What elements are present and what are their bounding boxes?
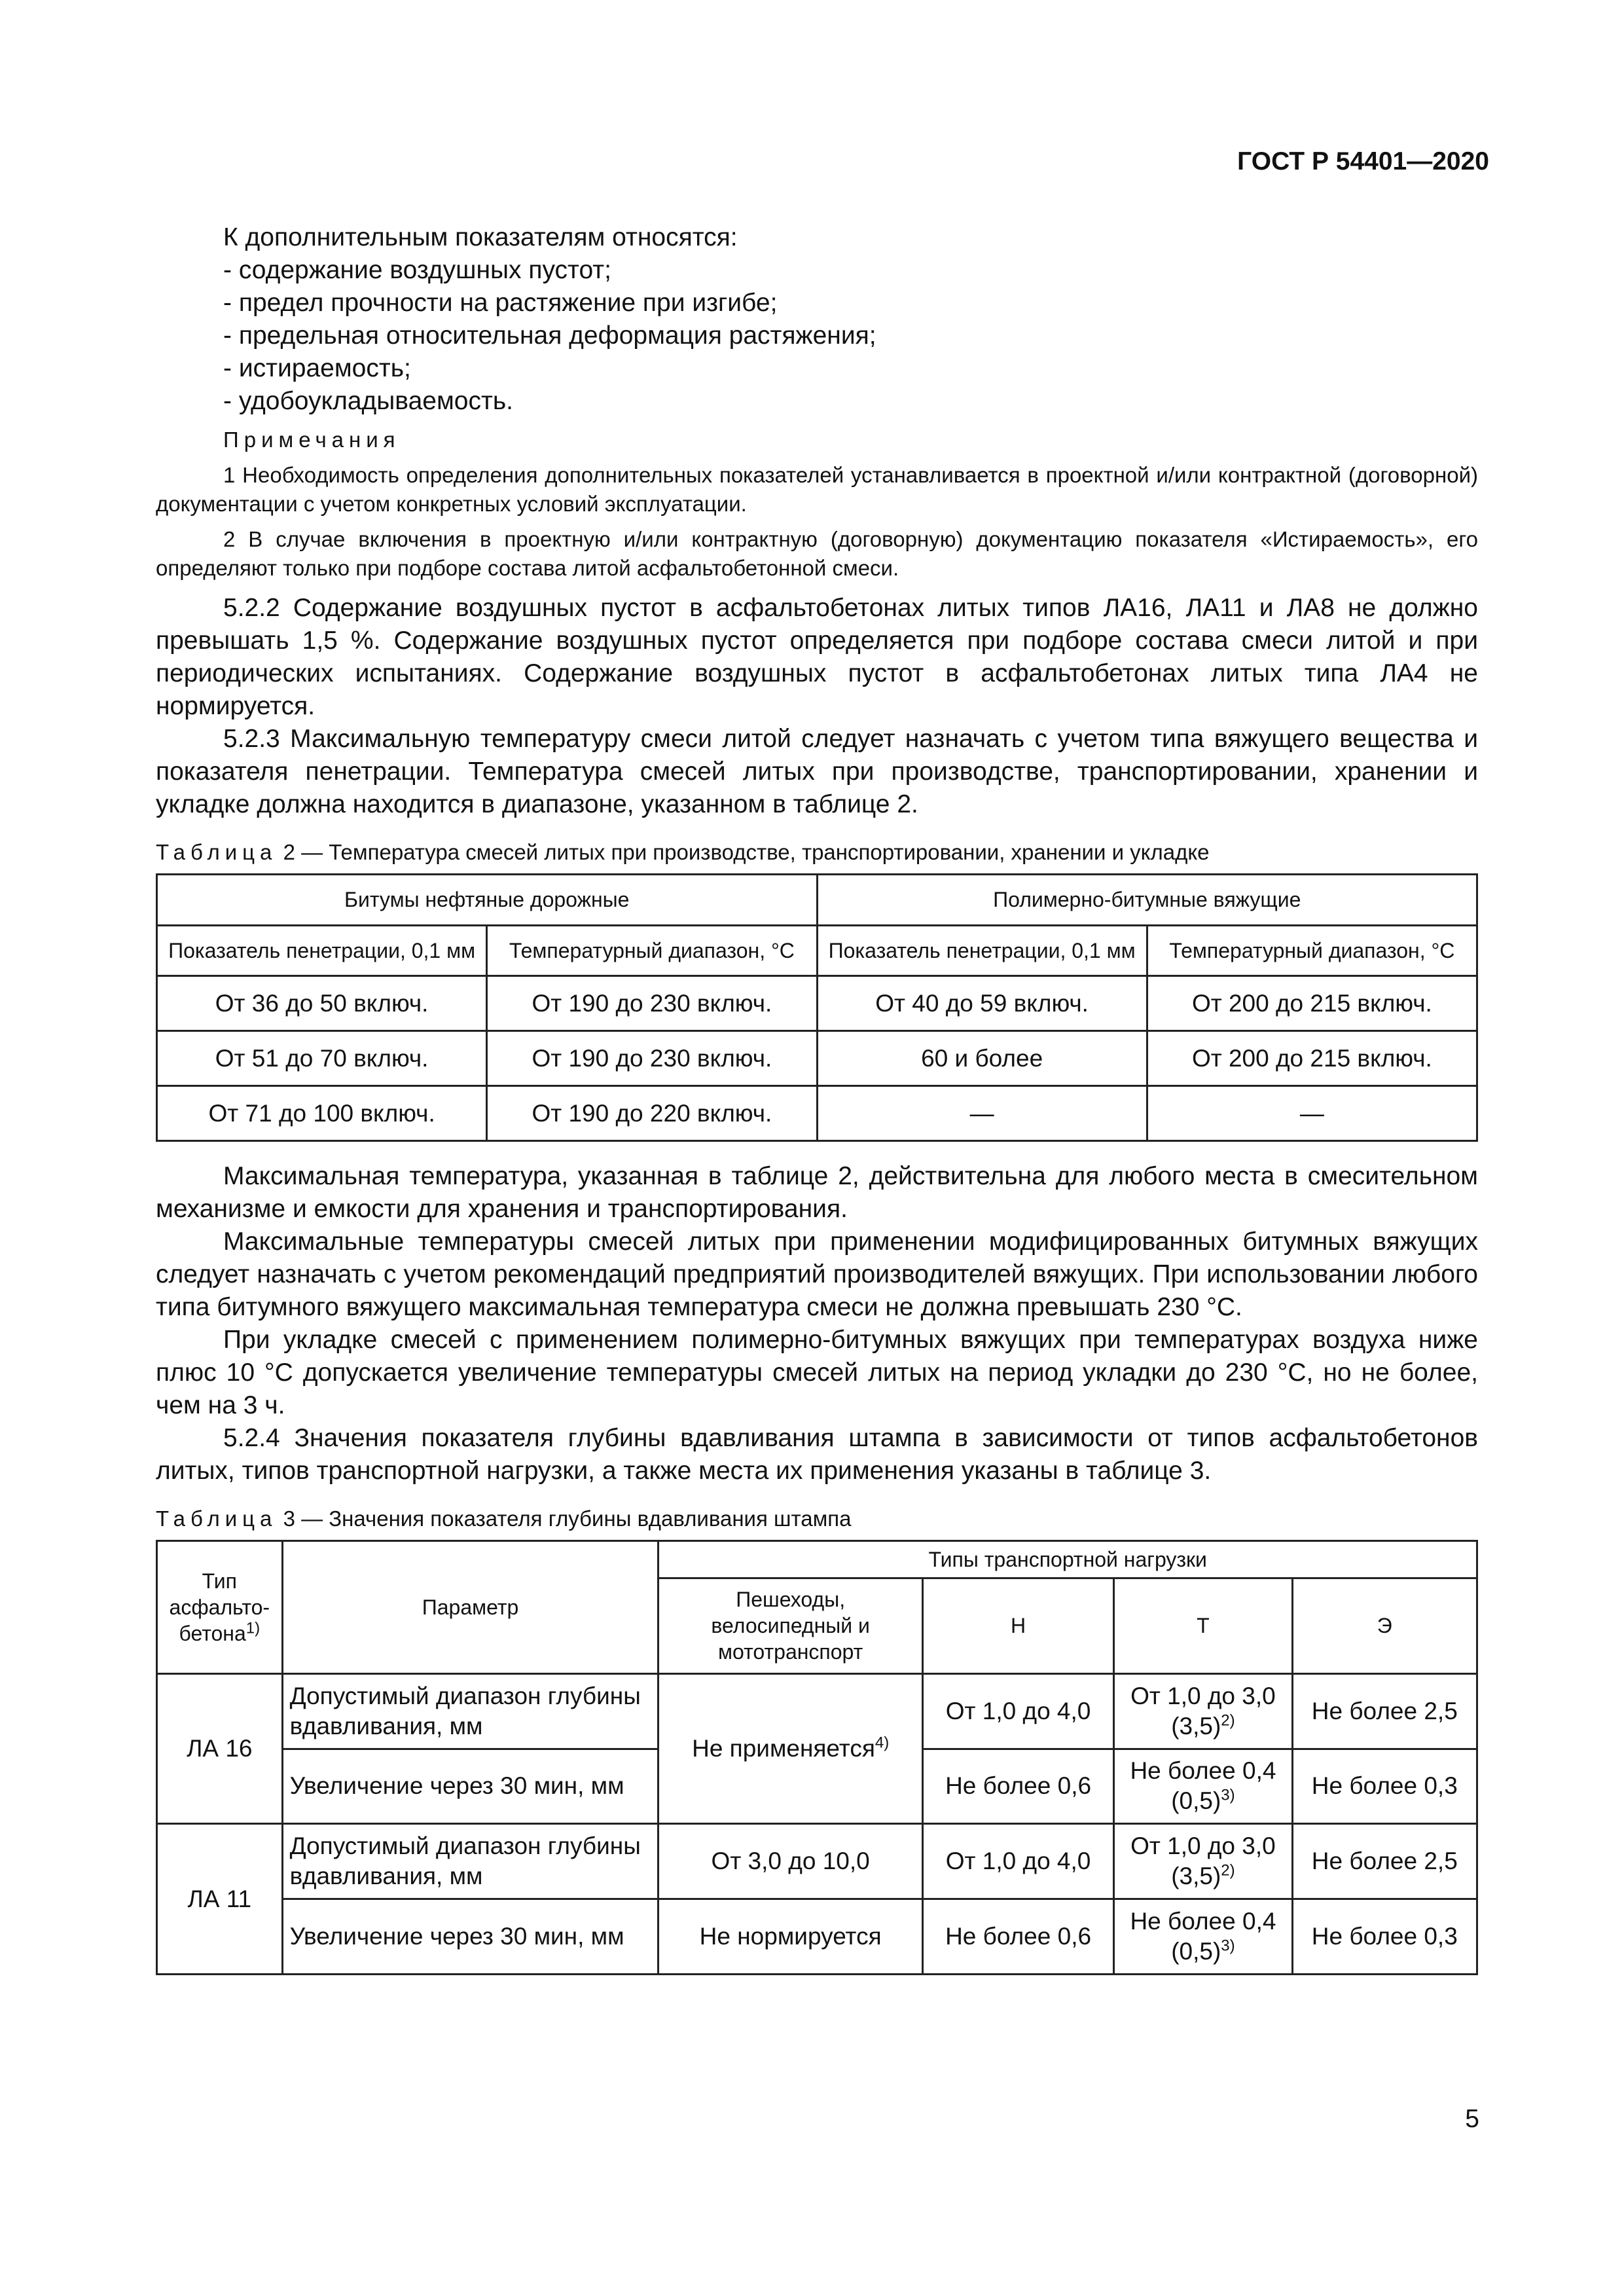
table2-col-temperature: Температурный диапазон, °С [487, 925, 817, 976]
note-1: 1 Необходимость определения дополнительных показателей устанавливается в проектной и/или контрактной (договорной) документации с учетом конкретных условий эксплуатации. [156, 463, 1478, 516]
paragraph-5-2-2: 5.2.2 Содержание воздушных пустот в асфальтобетонах литых типов ЛА16, ЛА11 и ЛА8 не должно превышать 1,5 %. Содержание воздушных пустот определяется при подборе состава смеси литой и при периодических испытаниях. Содержание воздушных пустот в асфальтобетонах литых типа ЛА4 не нормируется. [156, 594, 1478, 720]
table2-group-polymer: Полимерно-битумные вяжущие [817, 875, 1477, 926]
table-cell: От 190 до 230 включ. [487, 1031, 817, 1086]
table-cell: Не применяется$^{4)}$ [659, 1673, 922, 1824]
table3-col-parameter: Параметр [282, 1541, 659, 1674]
table3-title: 3 — Значения показателя глубины вдавливания штампа [283, 1506, 852, 1531]
table-cell: От 51 до 70 включ. [157, 1031, 487, 1086]
table-cell: — [1147, 1086, 1477, 1141]
table-cell: От 1,0 до 4,0 [922, 1673, 1113, 1749]
table-cell: От 1,0 до 4,0 [922, 1824, 1113, 1899]
table-cell: — [817, 1086, 1147, 1141]
table-row [157, 1086, 1477, 1141]
table-cell: От 200 до 215 включ. [1147, 976, 1477, 1031]
document-header: ГОСТ Р 54401—2020 [1237, 147, 1489, 175]
list-item: - содержание воздушных пустот; [223, 256, 611, 284]
list-item: - предел прочности на растяжение при изгибе; [223, 289, 778, 317]
table2-col-penetration: Показатель пенетрации, 0,1 мм [157, 925, 487, 976]
table-cell: Не более 0,6 [922, 1749, 1113, 1824]
table-cell-type: ЛА 16 [157, 1673, 283, 1824]
table-cell: Не более 0,6 [922, 1899, 1113, 1975]
table-cell-param: Увеличение через 30 мин, мм [282, 1749, 659, 1824]
paragraph-modified-binders: Максимальные температуры смесей литых при применении модифицированных битумных вяжущих следует назначать с учетом рекомендаций предприятий производителей вяжущих. При использовании любого типа битумного вяжущего максимальная температура смеси не должна превышать 230 °С. [156, 1228, 1478, 1321]
table-row [157, 1899, 1477, 1975]
table-cell: От 1,0 до 3,0 $(3,5)^{2)}$ [1114, 1673, 1292, 1749]
table-cell-param: Допустимый диапазон глубины вдавливания, мм [282, 1673, 659, 1749]
paragraph-max-temp: Максимальная температура, указанная в таблице 2, действительна для любого места в смесительном механизме и емкости для хранения и транспортирования. [156, 1162, 1478, 1223]
indicators-list [156, 254, 1478, 418]
table-cell: От 190 до 220 включ. [487, 1086, 817, 1141]
table-cell-param: Допустимый диапазон глубины вдавливания, мм [282, 1824, 659, 1899]
table3-col-pedestrian: Пешеходы, велосипедный и мототранспорт [659, 1578, 922, 1673]
table-row [157, 1824, 1477, 1899]
table2-col-temperature-2: Температурный диапазон, °С [1147, 925, 1477, 976]
table-cell-type: ЛА 11 [157, 1824, 283, 1975]
table2-label: Таблица [156, 840, 278, 864]
table-row [157, 976, 1477, 1031]
table-cell: От 200 до 215 включ. [1147, 1031, 1477, 1086]
table-row [157, 1673, 1477, 1749]
table3-col-load-types: Типы транспортной нагрузки [659, 1541, 1477, 1578]
table3-col-type: Тип асфальто-бетона$^{1)}$ [157, 1541, 283, 1674]
table-cell: Не более 2,5 [1292, 1673, 1477, 1749]
table3-col-n: Н [922, 1578, 1113, 1673]
list-item: - предельная относительная деформация растяжения; [223, 321, 876, 350]
table-cell: От 190 до 230 включ. [487, 976, 817, 1031]
notes-title: Примечания [223, 428, 401, 452]
list-item: - удобоукладываемость. [223, 387, 513, 415]
table-2 [156, 873, 1478, 1142]
paragraph-laying: При укладке смесей с применением полимерно-битумных вяжущих при температурах воздуха ниже плюс 10 °С допускается увеличение температуры смесей литых на период укладки до 230 °С, но не более, чем на 3 ч. [156, 1326, 1478, 1419]
table3-col-e: Э [1292, 1578, 1477, 1673]
table2-group-bitumen: Битумы нефтяные дорожные [157, 875, 818, 926]
table-cell: Не более 0,3 [1292, 1749, 1477, 1824]
table-cell: От 40 до 59 включ. [817, 976, 1147, 1031]
table-cell: Не более 0,3 [1292, 1899, 1477, 1975]
table3-col-t: Т [1114, 1578, 1292, 1673]
table3-caption [156, 1504, 1478, 1533]
table-cell: От 71 до 100 включ. [157, 1086, 487, 1141]
paragraph-5-2-4: 5.2.4 Значения показателя глубины вдавливания штампа в зависимости от типов асфальтобетонов литых, типов транспортной нагрузки, а также места их применения указаны в таблице 3. [156, 1424, 1478, 1485]
table-cell: От 36 до 50 включ. [157, 976, 487, 1031]
table-cell: Не более 0,4 $(0,5)^{3)}$ [1114, 1899, 1292, 1975]
page-number: 5 [1465, 2105, 1479, 2133]
table2-caption [156, 838, 1478, 867]
note-2: 2 В случае включения в проектную и/или контрактную (договорную) документацию показателя «Истираемость», его определяют только при подборе состава литой асфальтобетонной смеси. [156, 527, 1478, 580]
paragraph-5-2-3: 5.2.3 Максимальную температуру смеси литой следует назначать с учетом типа вяжущего вещества и показателя пенетрации. Температура смесей литых при производстве, транспортировании, хранении и укладке должна находится в диапазоне, указанном в таблице 2. [156, 725, 1478, 818]
table2-col-penetration-2: Показатель пенетрации, 0,1 мм [817, 925, 1147, 976]
table3-label: Таблица [156, 1506, 278, 1531]
table-cell: 60 и более [817, 1031, 1147, 1086]
page-content [156, 221, 1478, 1975]
indicators-intro: К дополнительным показателям относятся: [223, 223, 738, 251]
table-cell: От 3,0 до 10,0 [659, 1824, 922, 1899]
table-cell: Не нормируется [659, 1899, 922, 1975]
list-item: - истираемость; [223, 354, 411, 382]
table-3 [156, 1540, 1478, 1975]
table-cell: Не более 2,5 [1292, 1824, 1477, 1899]
table2-title: 2 — Температура смесей литых при производстве, транспортировании, хранении и укладке [283, 840, 1210, 864]
table-cell: От 1,0 до 3,0 $(3,5)^{2)}$ [1114, 1824, 1292, 1899]
table-cell: Не более 0,4 $(0,5)^{3)}$ [1114, 1749, 1292, 1824]
table-cell-param: Увеличение через 30 мин, мм [282, 1899, 659, 1975]
table-row [157, 1031, 1477, 1086]
